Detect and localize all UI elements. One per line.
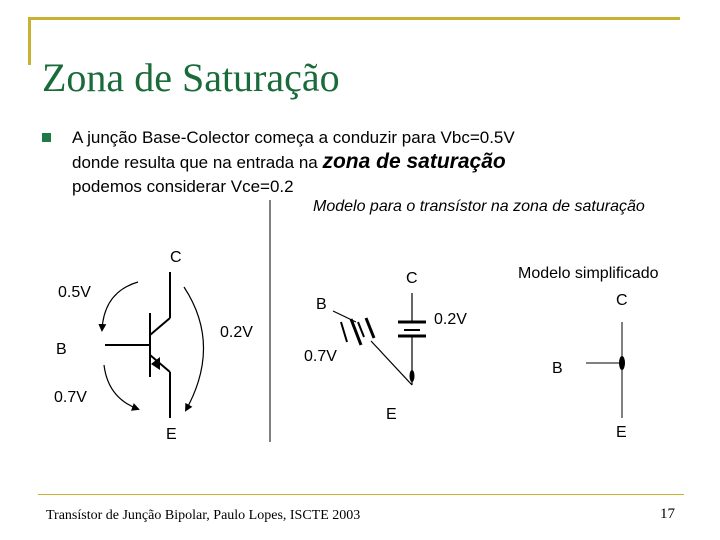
model-c-label: C [406, 270, 418, 287]
model-emitter-node [410, 370, 415, 382]
bullet-emphasis: zona de saturação [322, 150, 506, 173]
model-vce-label: 0.2V [434, 311, 467, 328]
transistor-b-label: B [56, 341, 67, 358]
simplified-b-label: B [552, 360, 563, 377]
transistor-vce-label: 0.2V [220, 324, 253, 341]
transistor-vbe-label: 0.7V [54, 389, 87, 406]
vbc-arrow [102, 282, 138, 330]
footer-text: Transístor de Junção Bipolar, Paulo Lopes, ISCTE 2003 [46, 508, 361, 523]
bullet-line-2: donde resulta que na entrada na [72, 153, 323, 172]
footer-rule [38, 494, 684, 495]
slide-title: Zona de Saturação [42, 55, 340, 100]
model-b-label: B [316, 296, 327, 313]
npn-transistor-symbol [105, 272, 170, 418]
transistor-c-label: C [170, 249, 182, 266]
simplified-model [586, 322, 622, 418]
vce-arrow [184, 287, 204, 410]
diagram-caption: Modelo para o transístor na zona de saturação [313, 198, 645, 215]
simplified-e-label: E [616, 424, 627, 441]
bullet-line-3: podemos considerar Vce=0.2 [72, 177, 294, 196]
simplified-node [619, 356, 625, 370]
model-vbe-label: 0.7V [304, 348, 337, 365]
transistor-vbc-label: 0.5V [58, 284, 91, 301]
simplified-c-label: C [616, 292, 628, 309]
simplified-title: Modelo simplificado [518, 265, 659, 282]
bullet-line-1: A junção Base-Colector começa a conduzir para Vbc=0.5V [72, 128, 515, 147]
transistor-e-label: E [166, 426, 177, 443]
model-e-label: E [386, 406, 397, 423]
page-number: 17 [660, 506, 675, 522]
vbe-arrow [104, 365, 138, 409]
